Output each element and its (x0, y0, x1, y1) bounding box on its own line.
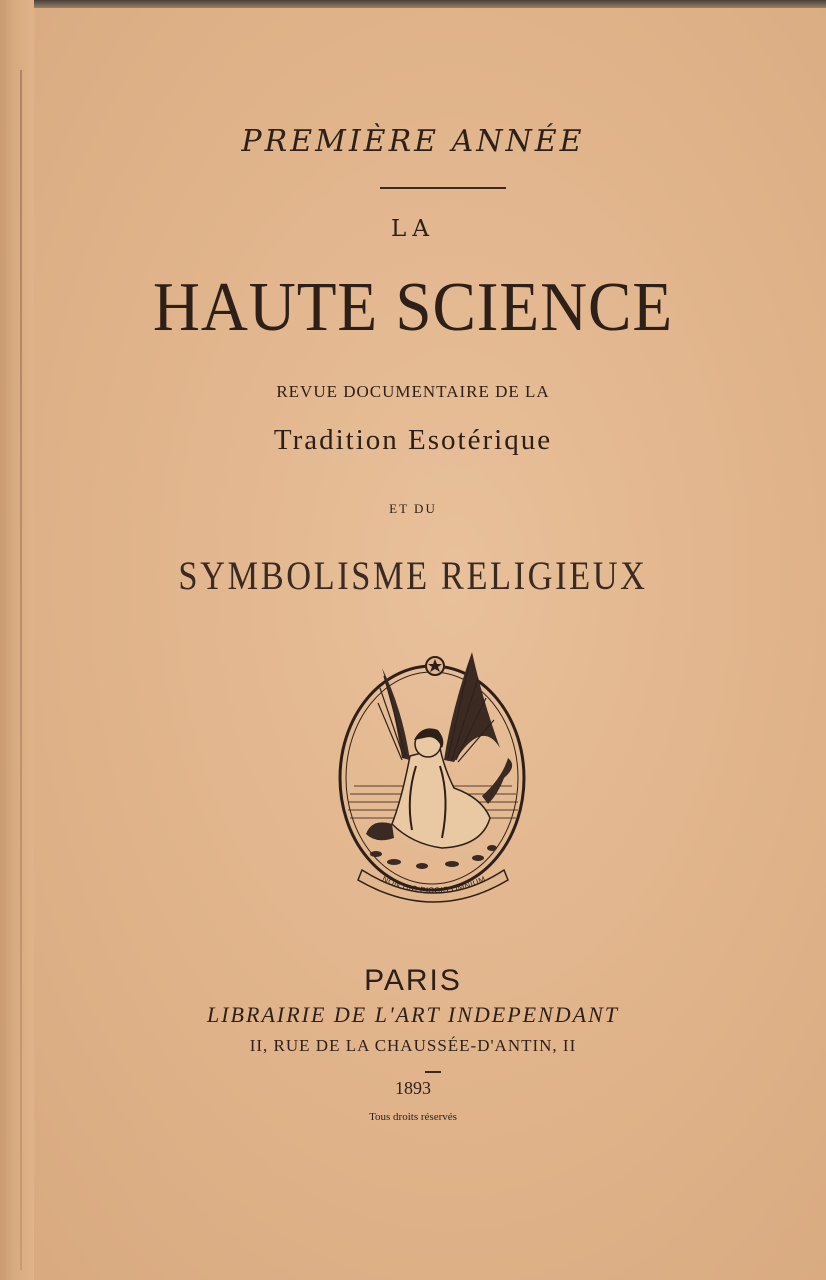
top-edge (0, 0, 826, 8)
imprint-address: II, RUE DE LA CHAUSSÉE-D'ANTIN, II (249, 1036, 577, 1055)
rights-notice: Tous droits réservés (369, 1111, 457, 1123)
title-article: LA (391, 216, 435, 242)
emblem-motto: NON HIC PISCIS OMNIUM (380, 874, 488, 896)
main-title: HAUTE SCIENCE (152, 269, 674, 346)
imprint-city: PARIS (364, 964, 462, 997)
winged-sphinx-emblem-icon (332, 648, 536, 908)
imprint-year: 1893 (395, 1078, 431, 1098)
imprint-publisher: LIBRAIRIE DE L'ART INDEPENDANT (207, 1002, 619, 1027)
subtitle-line-3: SYMBOLISME RELIGIEUX (178, 553, 648, 598)
subtitle-conjunction: ET DU (389, 501, 437, 516)
subtitle-line-2: Tradition Esotérique (273, 424, 553, 456)
edition-label: PREMIÈRE ANNÉE (241, 124, 585, 159)
subtitle-line-1: REVUE DOCUMENTAIRE DE LA (276, 382, 550, 401)
title-divider (380, 187, 506, 189)
year-divider (425, 1071, 441, 1073)
